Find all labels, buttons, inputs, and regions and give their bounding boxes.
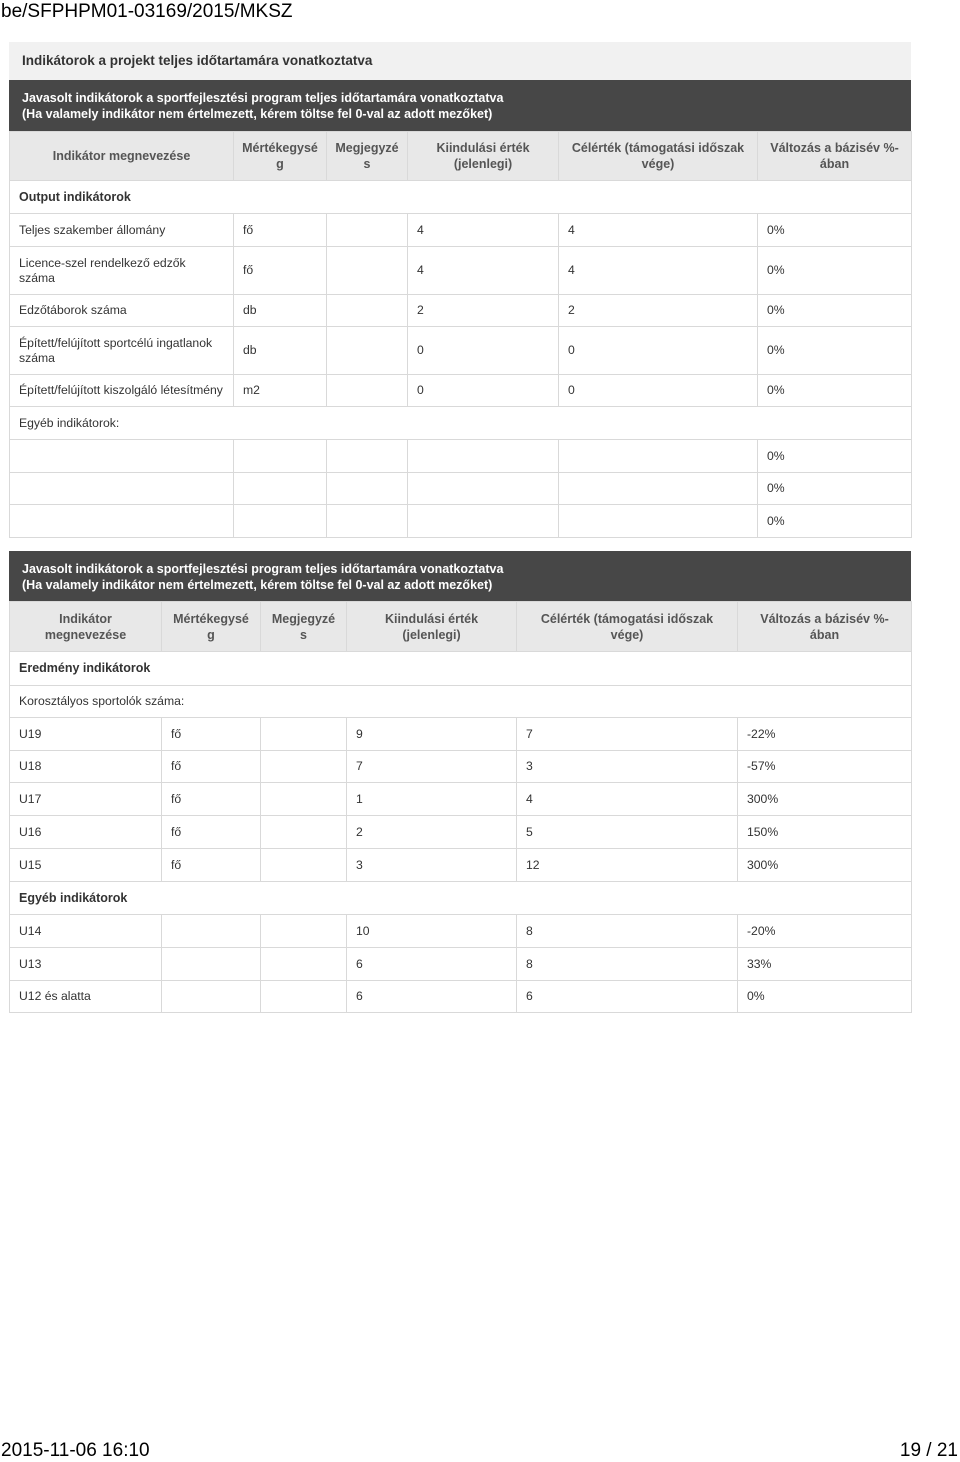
table-row <box>10 505 912 538</box>
cell-unit: db <box>234 327 327 375</box>
cell-note <box>261 718 347 751</box>
group-label-result: Eredmény indikátorok <box>10 652 912 686</box>
cell-change: -20% <box>738 915 912 948</box>
cell-indicator-name: U17 <box>10 783 162 816</box>
table-row <box>10 751 912 783</box>
table-header-row <box>10 132 912 181</box>
cell-note <box>261 981 347 1013</box>
cell-indicator-name <box>10 505 234 538</box>
cell-note <box>261 948 347 981</box>
group-row <box>10 407 912 440</box>
cell-note <box>327 247 408 295</box>
header-change: Változás a bázisév %-ában <box>738 602 912 652</box>
cell-change: 0% <box>738 981 912 1013</box>
cell-baseline: 3 <box>347 849 517 882</box>
table-row <box>10 214 912 247</box>
cell-baseline: 6 <box>347 948 517 981</box>
cell-indicator-name: Teljes szakember állomány <box>10 214 234 247</box>
subgroup-row <box>10 686 912 718</box>
cell-note <box>327 214 408 247</box>
cell-baseline: 4 <box>408 247 559 295</box>
cell-change: 0% <box>758 473 912 505</box>
cell-indicator-name: Épített/felújított kiszolgáló létesítmény <box>10 375 234 407</box>
header-unit: Mértékegység <box>234 132 327 181</box>
header-target: Célérték (támogatási időszak vége) <box>517 602 738 652</box>
cell-baseline: 6 <box>347 981 517 1013</box>
group-row <box>10 882 912 915</box>
header-unit: Mértékegység <box>162 602 261 652</box>
table-row <box>10 948 912 981</box>
cell-baseline: 2 <box>347 816 517 849</box>
cell-change: 0% <box>758 440 912 473</box>
cell-baseline <box>408 440 559 473</box>
cell-indicator-name: U13 <box>10 948 162 981</box>
banner-line-1: Javasolt indikátorok a sportfejlesztési program teljes időtartamára vonatkoztatva <box>22 91 504 105</box>
table-row <box>10 327 912 375</box>
cell-indicator-name: U16 <box>10 816 162 849</box>
cell-target: 7 <box>517 718 738 751</box>
cell-change: 0% <box>758 214 912 247</box>
header-change: Változás a bázisév %-ában <box>758 132 912 181</box>
cell-unit: fő <box>162 816 261 849</box>
group-label-other: Egyéb indikátorok <box>10 882 912 915</box>
group-row <box>10 652 912 686</box>
cell-note <box>261 751 347 783</box>
cell-baseline: 4 <box>408 214 559 247</box>
cell-unit: fő <box>234 247 327 295</box>
cell-baseline: 2 <box>408 295 559 327</box>
cell-indicator-name: Épített/felújított sportcélú ingatlanok száma <box>10 327 234 375</box>
table-row <box>10 473 912 505</box>
cell-indicator-name: U15 <box>10 849 162 882</box>
cell-unit <box>234 440 327 473</box>
cell-baseline: 1 <box>347 783 517 816</box>
cell-change: 0% <box>758 375 912 407</box>
cell-change: 0% <box>758 247 912 295</box>
banner-line-2: (Ha valamely indikátor nem értelmezett, kérem töltse fel 0-val az adott mezőket) <box>22 107 493 121</box>
cell-target: 5 <box>517 816 738 849</box>
cell-change: 150% <box>738 816 912 849</box>
cell-unit <box>234 505 327 538</box>
header-note: Megjegyzés <box>261 602 347 652</box>
cell-target: 2 <box>559 295 758 327</box>
cell-change: 0% <box>758 505 912 538</box>
output-indicator-table <box>9 131 912 538</box>
cell-indicator-name: U18 <box>10 751 162 783</box>
cell-baseline <box>408 505 559 538</box>
group-label-output: Output indikátorok <box>10 181 912 214</box>
section-title: Indikátorok a projekt teljes időtartamára vonatkoztatva <box>9 42 911 80</box>
cell-baseline: 7 <box>347 751 517 783</box>
table-row <box>10 247 912 295</box>
cell-target <box>559 440 758 473</box>
cell-indicator-name: Edzőtáborok száma <box>10 295 234 327</box>
cell-note <box>327 295 408 327</box>
footer-timestamp: 2015-11-06 16:10 <box>1 1440 150 1461</box>
banner-line-2: (Ha valamely indikátor nem értelmezett, kérem töltse fel 0-val az adott mezőket) <box>22 578 493 592</box>
cell-unit <box>162 915 261 948</box>
banner-line-1: Javasolt indikátorok a sportfejlesztési program teljes időtartamára vonatkoztatva <box>22 562 504 576</box>
cell-change: 300% <box>738 849 912 882</box>
cell-change: -57% <box>738 751 912 783</box>
cell-note <box>327 473 408 505</box>
cell-target: 4 <box>517 783 738 816</box>
cell-indicator-name <box>10 440 234 473</box>
cell-unit: fő <box>234 214 327 247</box>
cell-change: 0% <box>758 327 912 375</box>
table-row <box>10 440 912 473</box>
cell-unit: m2 <box>234 375 327 407</box>
cell-indicator-name: U19 <box>10 718 162 751</box>
cell-unit: db <box>234 295 327 327</box>
cell-baseline <box>408 473 559 505</box>
table-row <box>10 849 912 882</box>
cell-change: -22% <box>738 718 912 751</box>
cell-indicator-name <box>10 473 234 505</box>
cell-target: 8 <box>517 915 738 948</box>
cell-indicator-name: Licence-szel rendelkező edzők száma <box>10 247 234 295</box>
cell-unit: fő <box>162 783 261 816</box>
group-label-other: Egyéb indikátorok: <box>10 407 912 440</box>
cell-note <box>327 375 408 407</box>
cell-note <box>261 783 347 816</box>
cell-note <box>261 849 347 882</box>
cell-note <box>327 440 408 473</box>
table-row <box>10 295 912 327</box>
cell-unit: fő <box>162 718 261 751</box>
cell-target: 3 <box>517 751 738 783</box>
cell-baseline: 0 <box>408 327 559 375</box>
cell-baseline: 10 <box>347 915 517 948</box>
result-table-banner <box>9 551 911 601</box>
cell-target: 12 <box>517 849 738 882</box>
cell-unit <box>162 981 261 1013</box>
cell-target: 4 <box>559 247 758 295</box>
cell-change: 300% <box>738 783 912 816</box>
cell-unit: fő <box>162 751 261 783</box>
header-baseline: Kiindulási érték (jelenlegi) <box>347 602 517 652</box>
cell-unit: fő <box>162 849 261 882</box>
header-target: Célérték (támogatási időszak vége) <box>559 132 758 181</box>
cell-target: 0 <box>559 327 758 375</box>
footer-page-number: 19 / 21 <box>899 1440 958 1461</box>
table-row <box>10 718 912 751</box>
cell-change: 0% <box>758 295 912 327</box>
cell-baseline: 9 <box>347 718 517 751</box>
header-indicator-name: Indikátor megnevezése <box>10 132 234 181</box>
cell-note <box>327 505 408 538</box>
result-indicator-table <box>9 601 912 1013</box>
header-baseline: Kiindulási érték (jelenlegi) <box>408 132 559 181</box>
cell-target: 6 <box>517 981 738 1013</box>
cell-indicator-name: U12 és alatta <box>10 981 162 1013</box>
group-row <box>10 181 912 214</box>
cell-unit <box>234 473 327 505</box>
cell-target: 8 <box>517 948 738 981</box>
table-row <box>10 783 912 816</box>
header-note: Megjegyzés <box>327 132 408 181</box>
table-row <box>10 375 912 407</box>
cell-baseline: 0 <box>408 375 559 407</box>
document-id: be/SFPHPM01-03169/2015/MKSZ <box>1 1 293 22</box>
cell-target <box>559 473 758 505</box>
table-row <box>10 981 912 1013</box>
cell-note <box>261 915 347 948</box>
header-indicator-name: Indikátor megnevezése <box>10 602 162 652</box>
subgroup-label-age-groups: Korosztályos sportolók száma: <box>10 686 912 718</box>
cell-indicator-name: U14 <box>10 915 162 948</box>
cell-unit <box>162 948 261 981</box>
cell-target: 4 <box>559 214 758 247</box>
table-header-row <box>10 602 912 652</box>
cell-note <box>327 327 408 375</box>
cell-change: 33% <box>738 948 912 981</box>
cell-note <box>261 816 347 849</box>
output-table-banner <box>9 80 911 131</box>
table-row <box>10 915 912 948</box>
cell-target <box>559 505 758 538</box>
cell-target: 0 <box>559 375 758 407</box>
table-row <box>10 816 912 849</box>
